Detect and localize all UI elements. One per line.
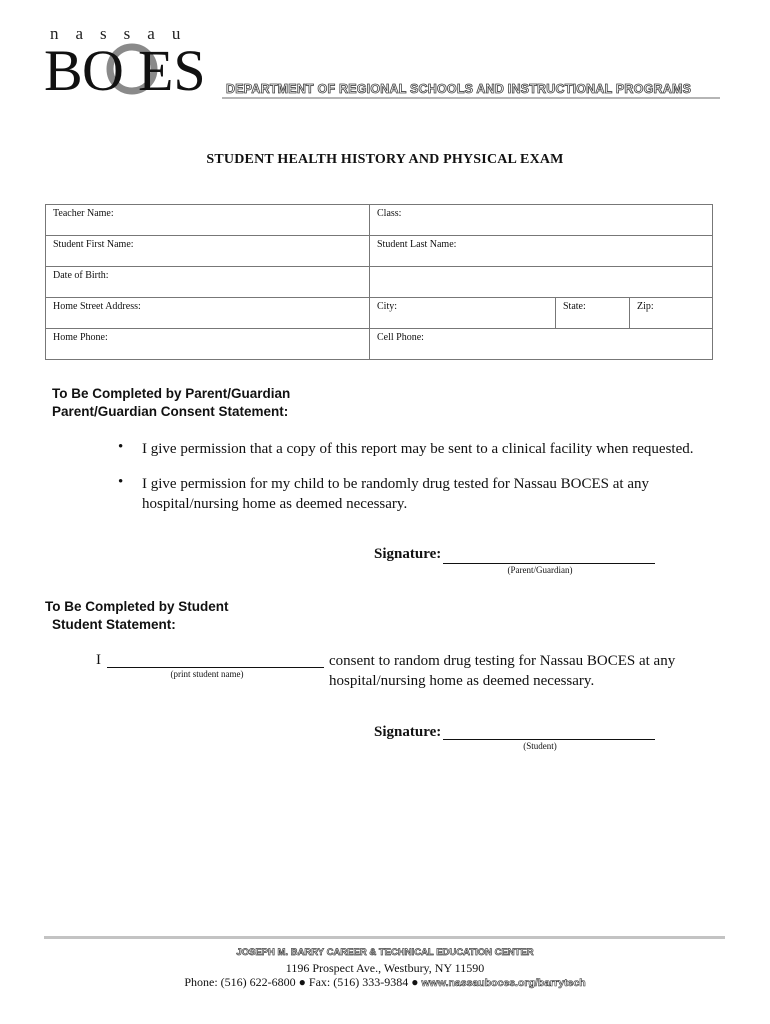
student-section-heading: To Be Completed by Student — [45, 599, 229, 614]
city-field[interactable]: City: — [370, 298, 556, 329]
zip-field[interactable]: Zip: — [630, 298, 713, 329]
separator-icon: ● — [298, 975, 306, 989]
student-info-table — [45, 204, 713, 360]
parent-signature-line[interactable] — [443, 546, 655, 564]
logo-wordmark-top: nassau — [50, 24, 198, 43]
teacher-name-field[interactable]: Teacher Name: — [46, 205, 370, 236]
state-field[interactable]: State: — [556, 298, 630, 329]
footer-divider — [44, 936, 725, 939]
student-last-name-field[interactable]: Student Last Name: — [370, 236, 713, 267]
home-street-address-field[interactable]: Home Street Address: — [46, 298, 370, 329]
svg-text:ES: ES — [138, 38, 206, 98]
cell-phone-field[interactable]: Cell Phone: — [370, 329, 713, 360]
boces-logo — [44, 38, 234, 98]
student-statement-prefix: I — [96, 652, 101, 668]
separator-icon: ● — [411, 975, 419, 989]
student-signature-line[interactable] — [443, 724, 655, 740]
student-statement-heading: Student Statement: — [52, 617, 176, 632]
parent-signature-caption: (Parent/Guardian) — [507, 565, 573, 575]
parent-section-heading: To Be Completed by Parent/Guardian — [52, 386, 291, 401]
footer-contact — [0, 975, 770, 990]
department-heading: DEPARTMENT OF REGIONAL SCHOOLS AND INSTRUCTIONAL PROGRAMS — [226, 82, 692, 96]
parent-signature-label: Signature: — [374, 546, 442, 562]
student-name-caption: (print student name) — [170, 669, 244, 679]
form-title: STUDENT HEALTH HISTORY AND PHYSICAL EXAM — [206, 152, 564, 167]
student-signature-caption: (Student) — [523, 741, 557, 751]
footer-address: 1196 Prospect Ave., Westbury, NY 11590 — [285, 961, 485, 975]
student-first-name-field[interactable]: Student First Name: — [46, 236, 370, 267]
footer-fax: Fax: (516) 333-9384 — [308, 975, 409, 989]
home-phone-field[interactable]: Home Phone: — [46, 329, 370, 360]
bullet-icon: • — [118, 474, 124, 490]
consent-statement-1: I give permission that a copy of this report may be sent to a clinical facility when requested. — [142, 441, 694, 457]
consent-statement-2: I give permission for my child to be randomly drug tested for Nassau BOCES at any hospital/nursing home as deemed necessary. — [142, 476, 649, 512]
date-of-birth-field[interactable]: Date of Birth: — [46, 267, 370, 298]
parent-consent-heading: Parent/Guardian Consent Statement: — [52, 404, 289, 419]
class-field[interactable]: Class: — [370, 205, 713, 236]
header-divider — [222, 97, 720, 99]
footer-center-name: JOSEPH M. BARRY CAREER & TECHNICAL EDUCATION CENTER — [236, 947, 534, 958]
footer-website-link[interactable]: www.nassauboces.org/barrytech — [421, 977, 586, 989]
student-statement-text: consent to random drug testing for Nassau BOCES at any hospital/nursing home as deemed necessary. — [329, 653, 676, 689]
student-signature-label: Signature: — [374, 724, 442, 740]
svg-text:O: O — [82, 38, 124, 98]
bullet-icon: • — [118, 439, 124, 455]
svg-text:B: B — [44, 38, 83, 98]
empty-cell — [370, 267, 713, 298]
student-name-line[interactable] — [107, 652, 324, 668]
footer-phone: Phone: (516) 622-6800 — [184, 975, 296, 989]
